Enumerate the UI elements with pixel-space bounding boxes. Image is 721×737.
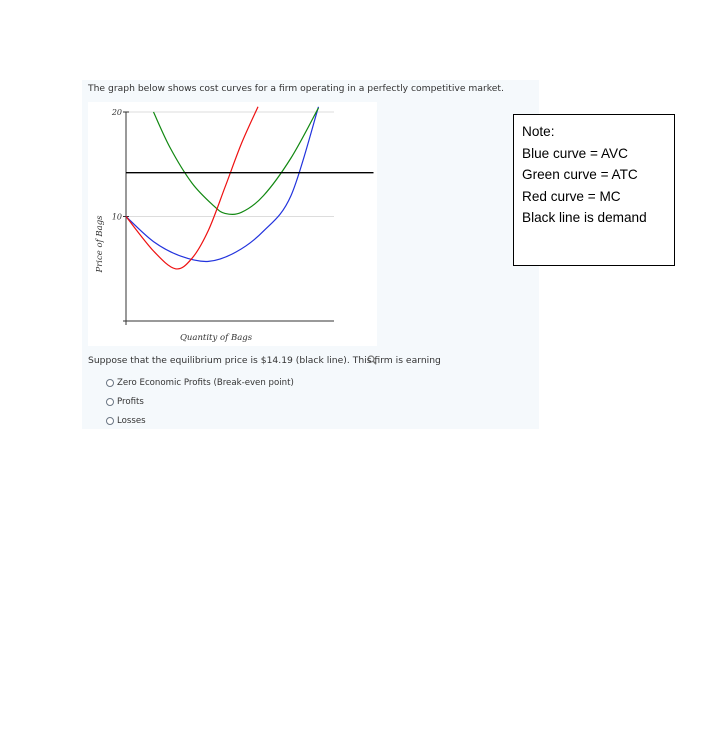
option-zero-profits[interactable] [106,377,294,389]
option-label: Profits [117,397,144,407]
note-line-demand: Black line is demand [522,210,647,225]
x-axis-label: Quantity of Bags [179,333,253,343]
radio-button[interactable] [106,417,114,425]
cost-curves-chart [88,102,377,346]
chart-canvas [88,102,377,346]
mc-curve [126,107,258,269]
radio-button[interactable] [106,379,114,387]
option-losses[interactable] [106,415,146,427]
option-profits[interactable] [106,396,144,408]
note-box [513,114,675,266]
y-axis-label: Price of Bags [95,215,105,273]
note-title: Note: [522,124,555,139]
option-label: Losses [117,416,146,426]
note-line-mc: Red curve = MC [522,188,621,204]
atc-curve [154,108,319,215]
y-tick-label: 10 [111,212,122,222]
radio-button[interactable] [106,398,114,406]
note-line-avc: Blue curve = AVC [522,145,628,161]
question-panel [82,80,539,429]
question-text: Suppose that the equilibrium price is $14.19 (black line). This firm is earning [88,355,441,366]
option-label: Zero Economic Profits (Break-even point) [117,378,294,388]
note-line-atc: Green curve = ATC [522,167,638,182]
question-intro: The graph below shows cost curves for a firm operating in a perfectly competitive market. [88,83,504,94]
avc-curve [126,107,319,262]
y-tick-label: 20 [111,108,122,117]
